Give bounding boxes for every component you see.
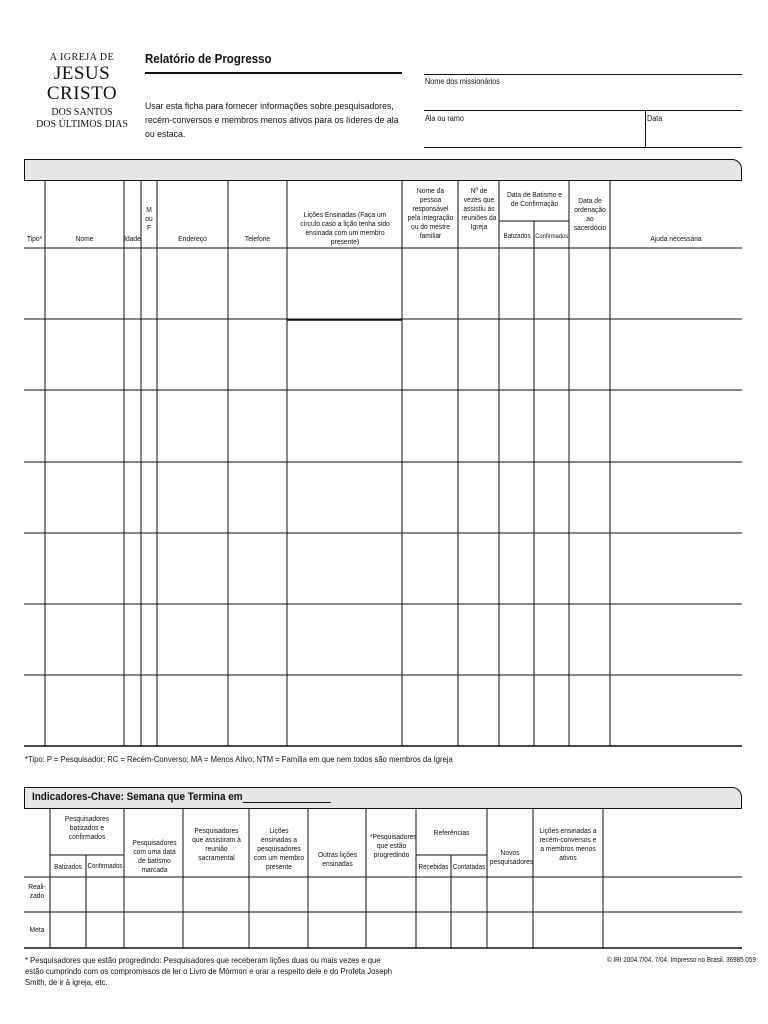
col-nome: Nome xyxy=(75,234,94,243)
col-vezes: Nº de vezes que assistiu às reuniões da Igreja xyxy=(461,186,497,231)
kpi-col-reuniao: Pesquisadores que assistiram à reunião sacramental xyxy=(192,826,241,862)
kpi-title: Indicadores-Chave: Semana que Termina em xyxy=(32,791,331,803)
kpi-sub-confirmados: Confirmados xyxy=(87,863,123,870)
form-instructions: Usar esta ficha para fornecer informações sobre pesquisadores, recém-conversos e membros menos ativos para os líderes de ala ou estaca. xyxy=(145,101,399,140)
col-telefone: Telefone xyxy=(244,234,271,243)
kpi-col-data-batismo: Pesquisadores com uma data de batismo marcada xyxy=(132,838,177,874)
col-ordenacao: Data de ordenação ao sacerdócio xyxy=(573,196,607,232)
kpi-col-licoes-membro: Lições ensinadas a pesquisadores com um membro presente xyxy=(253,826,305,871)
col-idade: Idade xyxy=(124,234,141,243)
tipo-footnote: *Tipo: P = Pesquisador; RC = Recém-Converso; MA = Menos Ativo; NTM = Família em que nem todos são membros da Igreja xyxy=(25,754,453,764)
form-title: Relatório de Progresso xyxy=(145,52,272,66)
col-batismo: Data de Batismo e de Confirmação xyxy=(507,190,562,208)
kpi-row-meta: Meta xyxy=(29,925,45,934)
col-confirmados: Confirmados xyxy=(535,233,569,240)
missionaries-label: Nome dos missionários xyxy=(425,77,500,86)
kpi-col-novos: Novos pesquisadores xyxy=(489,848,534,866)
col-tipo: Tipo* xyxy=(26,234,43,243)
col-licoes: Lições Ensinadas (Faça um círculo caso a lição tenha sido ensinada com um membro presente) xyxy=(300,210,390,246)
date-label: Data xyxy=(647,114,663,123)
kpi-col-batizados-confirmados: Pesquisadores batizados e confirmados xyxy=(64,814,110,841)
logo-line2: JESUS CRISTO xyxy=(46,63,118,104)
col-endereco: Endereço xyxy=(178,234,207,243)
col-batizados: Batizados xyxy=(503,233,531,240)
ward-label: Ala ou ramo xyxy=(425,114,464,123)
col-responsavel: Nome da pessoa responsável pela integração ou do mestre familiar xyxy=(407,186,454,240)
progress-footnote: * Pesquisadores que estão progredindo: Pesquisadores que receberam lições duas ou mais vezes e que estão cumprindo com os compromissos de ler o Livro de Mórmon e orar a respeito dele e do Profeta Joseph Smith, de ir à igreja, etc. xyxy=(25,955,392,987)
col-ajuda: Ajuda necessária xyxy=(650,234,702,243)
kpi-col-progredindo: *Pesquisadores que estão progredindo xyxy=(369,832,417,859)
kpi-row-realizado: Reali-zado xyxy=(28,882,46,900)
kpi-sub-recebidas: Recebidas xyxy=(418,862,449,871)
kpi-col-licoes-recem: Lições ensinadas a recém-conversos e a membros menos ativos xyxy=(539,826,597,862)
logo-line4: DOS ÚLTIMOS DIAS xyxy=(36,119,128,130)
kpi-col-referencias: Referências xyxy=(433,828,470,837)
col-mf: M ou F xyxy=(145,205,153,232)
copyright: © IRI 2004 7/04. 7/04. Impresso no Brasil. 36985 059 xyxy=(607,957,756,964)
kpi-col-outras: Outras lições ensinadas xyxy=(317,850,357,868)
kpi-sub-batizados: Batizados xyxy=(54,862,82,871)
logo-line3: DOS SANTOS xyxy=(51,107,113,118)
kpi-sub-contatadas: Contatadas xyxy=(452,862,486,871)
logo-line1: A IGREJA DE xyxy=(49,52,115,63)
